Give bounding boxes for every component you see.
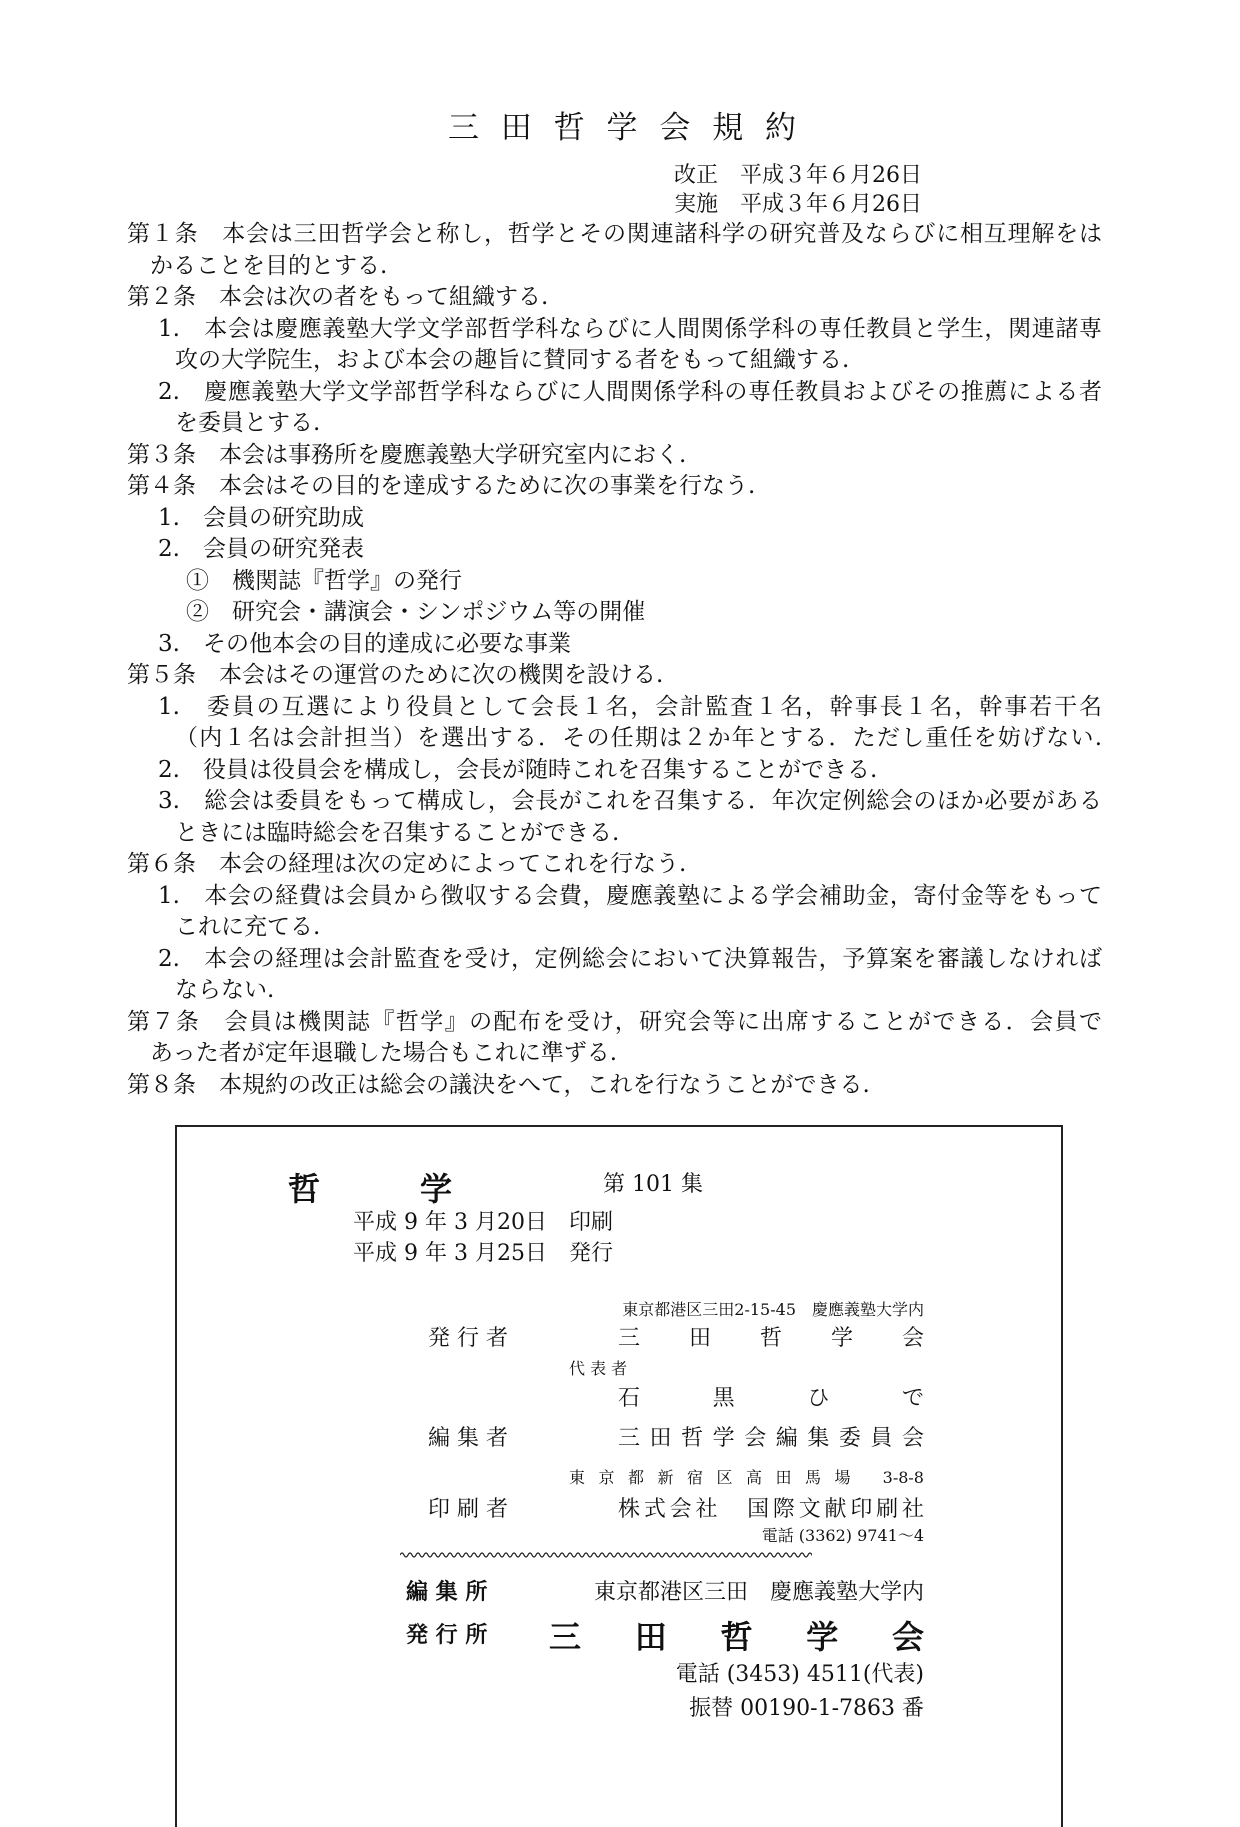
article-line: 第２条 本会は次の者をもって組織する. [127,284,549,310]
article-line: 第８条 本規約の改正は総会の議決をへて，これを行なうことができる. [127,1071,870,1098]
printer-phone: 電話 (3362) 9741～4 [761,1526,924,1545]
article-line: 第６条 本会の経理は次の定めによってこれを行なう. [127,851,687,877]
transfer-account: 振替 00190-1-7863 番 [689,1696,924,1721]
article-line: ① 機関誌『哲学』の発行 [186,567,462,594]
article-line: 第３条 本会は事務所を慶應義塾大学研究室内におく. [127,441,687,468]
editorial-office-address: 東京都港区三田 慶應義塾大学内 [593,1580,924,1605]
representative-label: 代 表 者 [569,1359,628,1378]
article-line: 第４条 本会はその目的を達成するために次の事業を行なう. [127,473,756,499]
article-line: 第７条 会員は機関誌『哲学』の配布を受け，研究会等に出席することができる．会員で [127,1008,1102,1035]
article-line: 1. 本会は慶應義塾大学文学部哲学科ならびに人間関係学科の専任教員と学生，関連諸専 [158,315,1102,342]
article-line: 2. 役員は役員会を構成し，会長が随時これを召集することができる. [158,756,878,783]
article-line: 2. 会員の研究発表 [158,536,364,562]
journal-title-char-1: 哲 [288,1170,321,1208]
article-line: ② 研究会・講演会・シンポジウム等の開催 [186,599,646,625]
representative-name: 石黒ひで [618,1386,924,1411]
publisher-label: 発 行 者 [428,1326,508,1351]
issue-date: 平成 9 年 3 月25日 発行 [353,1241,613,1266]
article-line: これに充てる. [175,914,321,940]
print-date: 平成 9 年 3 月20日 印刷 [353,1210,613,1235]
article-line: 2. 慶應義塾大学文学部哲学科ならびに人間関係学科の専任教員およびその推薦による者 [158,378,1102,405]
printer-label: 印 刷 者 [428,1497,508,1522]
enforcement-date: 実施 平成３年６月26日 [674,192,922,217]
publisher-address: 東京都港区三田2-15-45 慶應義塾大学内 [622,1300,924,1319]
article-line: 1. 本会の経費は会員から徴収する会費，慶應義塾による学会補助金，寄付金等をもって [158,882,1102,909]
article-line: 3. 総会は委員をもって構成し，会長がこれを召集する．年次定例総会のほか必要がある [158,788,1102,814]
article-line: 3. その他本会の目的達成に必要な事業 [158,630,571,657]
article-line: ならない. [175,977,275,1003]
article-line: 2. 本会の経理は会計監査を受け，定例総会において決算報告，予算案を審議しなければ [158,945,1102,972]
printer-name: 株式会社 国際文献印刷社 [618,1497,924,1522]
revision-date: 改正 平成３年６月26日 [674,163,922,188]
editor-label: 編 集 者 [428,1426,508,1451]
editor-name: 三田哲学会編集委員会 [618,1426,924,1451]
editorial-office-label: 編 集 所 [406,1579,488,1605]
document-title: 三 田 哲 学 会 規 約 [447,110,803,146]
article-line: を委員とする. [175,410,321,436]
office-phone: 電話 (3453) 4511(代表) [675,1662,924,1687]
journal-title-char-2: 学 [420,1170,453,1208]
article-line: （内１名は会計担当）を選出する．その任期は２か年とする．ただし重任を妨げない. [175,725,1102,751]
article-line: 1. 会員の研究助成 [158,504,364,531]
article-line: 攻の大学院生，および本会の趣旨に賛同する者をもって組織する. [175,347,850,373]
publishing-office-label: 発 行 所 [406,1622,488,1648]
article-line: あった者が定年退職した場合もこれに準ずる. [150,1040,618,1066]
article-line: 第１条 本会は三田哲学会と称し，哲学とその関連諸科学の研究普及ならびに相互理解をは [127,221,1102,247]
publisher-name: 三田哲学会 [618,1326,924,1351]
article-line: 第５条 本会はその運営のために次の機関を設ける. [127,662,664,688]
article-line: かることを目的とする. [150,252,388,279]
volume-number: 第 101 集 [603,1172,703,1197]
publishing-office-name: 三田哲学会 [549,1618,924,1656]
printer-address: 東京都新宿区高田馬場 3-8-8 [569,1468,924,1487]
article-line: ときには臨時総会を召集することができる. [175,819,620,846]
article-line: 1. 委員の互選により役員として会長１名，会計監査１名，幹事長１名，幹事若干名 [158,693,1102,720]
wavy-divider [400,1550,812,1560]
